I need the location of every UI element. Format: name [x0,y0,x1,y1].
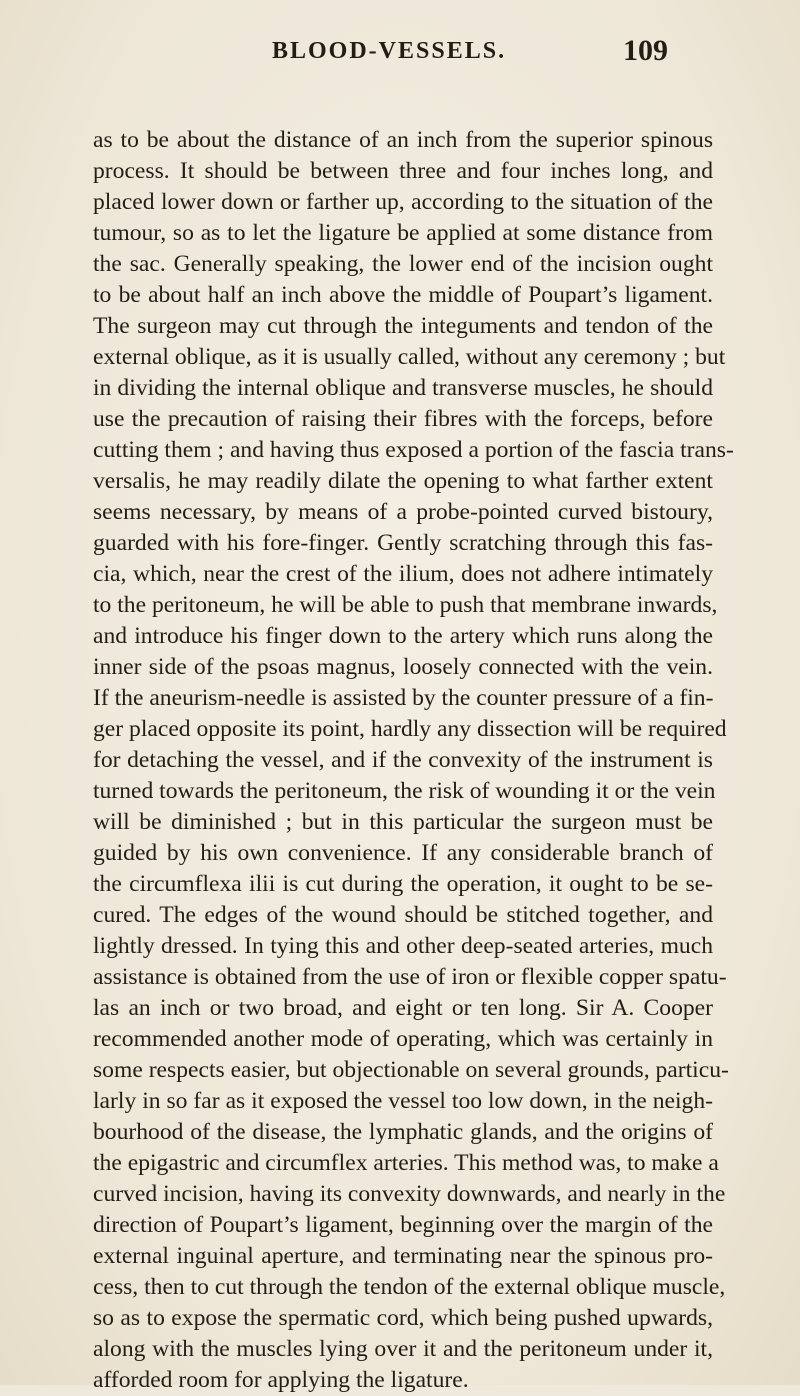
text-line: recommended another mode of operating, which was certainly in [93,1026,713,1052]
text-line: some respects easier, but objectionable on several grounds, particu- [93,1057,729,1083]
text-line: turned towards the peritoneum, the risk of wounding it or the vein [93,778,716,804]
text-line: to the peritoneum, he will be able to push that membrane inwards, [93,592,718,618]
text-line: the circumflexa ilii is cut during the operation, it ought to be se- [93,871,713,897]
text-line: will be diminished ; but in this particular the surgeon must be [93,809,713,835]
text-line: afforded room for applying the ligature. [93,1367,469,1393]
text-line: so as to expose the spermatic cord, which being pushed upwards, [93,1305,713,1331]
text-line: for detaching the vessel, and if the convexity of the instrument is [93,747,713,773]
text-line: las an inch or two broad, and eight or ten long. Sir A. Cooper [93,995,713,1021]
text-line: If the aneurism-needle is assisted by the counter pressure of a fin- [93,685,714,711]
text-line: ger placed opposite its point, hardly any dissection will be required [93,716,727,742]
text-line: assistance is obtained from the use of iron or flexible copper spatu- [93,964,727,990]
text-line: cia, which, near the crest of the ilium, does not adhere intimately [93,561,713,587]
text-line: use the precaution of raising their fibres with the forceps, before [93,406,713,432]
text-line: versalis, he may readily dilate the opening to what farther extent [93,468,713,494]
page-number: 109 [623,34,668,67]
text-line: larly in so far as it exposed the vessel too low down, in the neigh- [93,1088,713,1114]
text-line: the sac. Generally speaking, the lower end of the incision ought [93,251,713,277]
text-line: direction of Poupart’s ligament, beginning over the margin of the [93,1212,713,1238]
text-line: process. It should be between three and four inches long, and [93,158,713,184]
text-line: external oblique, as it is usually called, without any ceremony ; but [93,344,726,370]
text-line: to be about half an inch above the middle of Poupart’s ligament. [93,282,713,308]
text-line: cess, then to cut through the tendon of the external oblique muscle, [93,1274,726,1300]
text-line: tumour, so as to let the ligature be applied at some distance from [93,220,713,246]
text-line: inner side of the psoas magnus, loosely connected with the vein. [93,654,713,680]
text-line: guarded with his fore-finger. Gently scratching through this fas- [93,530,713,556]
text-line: the epigastric and circumflex arteries. This method was, to make a [93,1150,719,1176]
text-line: curved incision, having its convexity downwards, and nearly in the [93,1181,726,1207]
text-line: cured. The edges of the wound should be stitched together, and [93,902,713,928]
page-header [0,34,800,78]
text-line: The surgeon may cut through the integuments and tendon of the [93,313,713,339]
running-head: BLOOD-VESSELS. [272,38,507,64]
body-paragraph [93,125,734,1396]
text-line: and introduce his finger down to the artery which runs along the [93,623,713,649]
text-line: lightly dressed. In tying this and other deep-seated arteries, much [93,933,713,959]
text-line: external inguinal aperture, and terminating near the spinous pro- [93,1243,713,1269]
text-line: cutting them ; and having thus exposed a portion of the fascia trans- [93,437,734,463]
text-line: along with the muscles lying over it and the peritoneum under it, [93,1336,713,1362]
text-line: in dividing the internal oblique and transverse muscles, he should [93,375,713,401]
text-line: seems necessary, by means of a probe-pointed curved bistoury, [93,499,713,525]
text-line: as to be about the distance of an inch from the superior spinous [93,127,713,153]
text-line: bourhood of the disease, the lymphatic glands, and the origins of [93,1119,713,1145]
text-line: guided by his own convenience. If any considerable branch of [93,840,713,866]
text-line: placed lower down or farther up, according to the situation of the [93,189,713,215]
